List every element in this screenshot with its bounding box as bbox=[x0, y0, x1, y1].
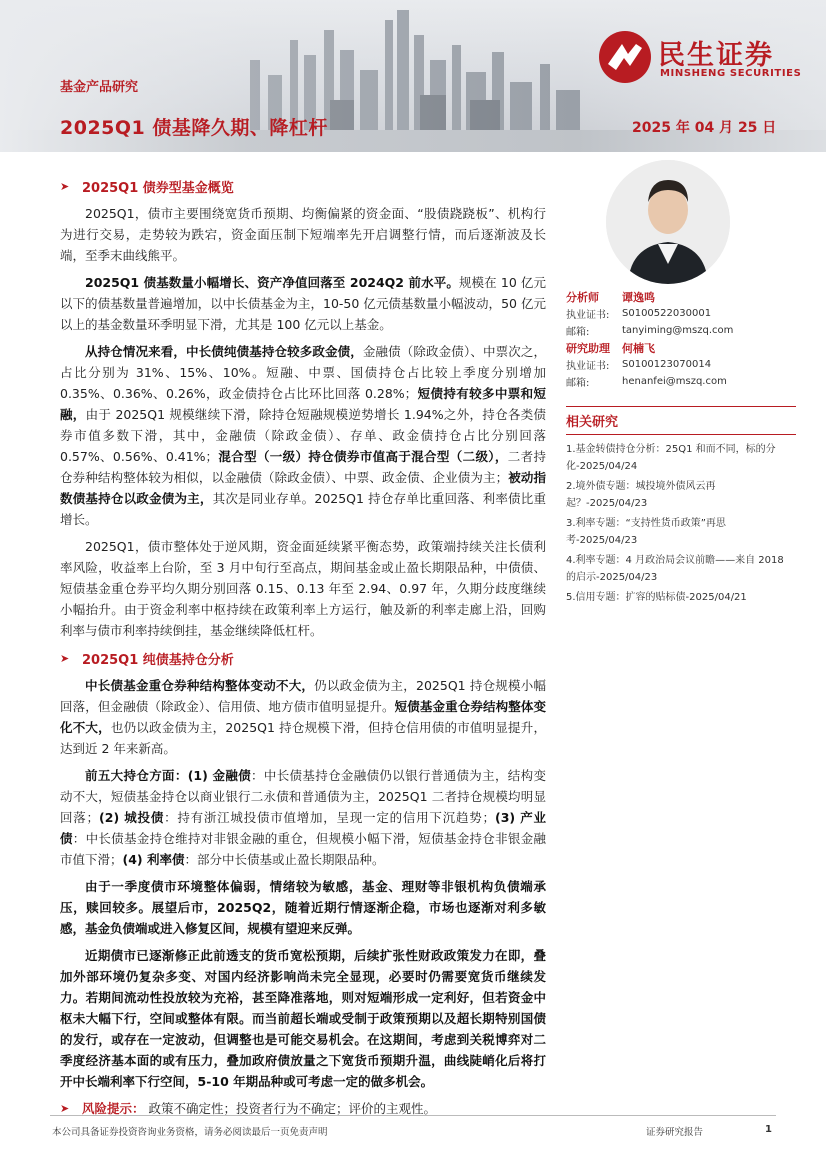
text-run: 由于 2025Q1 规模继续下滑，除持仓短融规模逆势增长 1.94%之外，持仓各类债券市值多数下滑，其中，金融债（除政金债）、存单、政金债持仓占比分别回落 0.57%、0.56%、0.41%； bbox=[60, 407, 546, 464]
analyst-2-row bbox=[566, 339, 796, 356]
text-run: 也仍以政金债为主，2025Q1 持仓规模下滑，但持仓信用债的市值明显提升，达到近 2 年来新高。 bbox=[60, 720, 546, 756]
body-paragraph bbox=[60, 675, 546, 759]
arrow-right-icon: ➤ bbox=[60, 179, 70, 193]
person-avatar-icon bbox=[606, 160, 730, 284]
related-item[interactable]: 1.基金转债持仓分析：25Q1 和而不同，标的分化-2025/04/24 bbox=[566, 444, 776, 472]
analyst-1-cert-row bbox=[566, 305, 796, 322]
risk-text: 政策不确定性；投资者行为不确定；评价的主观性。 bbox=[148, 1101, 437, 1116]
minsheng-logo-icon bbox=[598, 30, 652, 84]
related-item[interactable]: 3.利率专题：“支持性货币政策”再思考-2025/04/23 bbox=[566, 518, 726, 546]
analyst-photo bbox=[606, 160, 730, 284]
text-run: 2025Q1，债市整体处于逆风期，资金面延续紧平衡态势，政策端持续关注长债利率风险，收益率上台阶，至 3 月中旬行至高点，期间基金或止盈长期限品种，中债债、短债基金重仓券平均久期分别回落 0.15、0.13 年至 2.94、0.97 年，久期分歧度继续小幅抬升。由于资金利率中枢持续在政策利率上方运行，触及新的利率走廊上沿，回购利率与债市利率持续倒挂，基金继续降低杠杆。 bbox=[60, 539, 546, 638]
analyst-1-name: 谭逸鸣 bbox=[622, 290, 655, 304]
analyst-2-cert-row bbox=[566, 356, 796, 373]
related-research-heading: 相关研究 bbox=[566, 406, 796, 435]
analyst-2-mail[interactable]: henanfei@mszq.com bbox=[622, 376, 727, 387]
mail-label: 邮箱: bbox=[566, 378, 590, 389]
cert-label: 执业证书: bbox=[566, 361, 610, 372]
analyst-1-role: 分析师 bbox=[566, 290, 599, 304]
text-run: ：中长债基持仓金融债仍以银行普通债为主，结构变动不大，短债基金持仓以商业银行二永债和普通债为主，2025Q1 二者持仓规模均明显回落； bbox=[60, 768, 546, 825]
section-heading bbox=[60, 175, 546, 197]
bold-text-run: 混合型（一级）持仓债券市值高于混合型（二级）， bbox=[218, 449, 508, 464]
analyst-2-cert: S0100123070014 bbox=[622, 359, 712, 370]
company-logo bbox=[598, 30, 803, 84]
cert-label: 执业证书: bbox=[566, 310, 610, 321]
logo-text-cn: 民生证券 bbox=[658, 40, 774, 71]
analyst-1-mail[interactable]: tanyiming@mszq.com bbox=[622, 325, 734, 336]
arrow-right-icon: ➤ bbox=[60, 651, 70, 665]
risk-label: 风险提示： bbox=[82, 1101, 145, 1116]
related-research-list bbox=[566, 435, 796, 606]
report-title: 2025Q1 债基降久期、降杠杆 bbox=[60, 117, 328, 139]
body-paragraph bbox=[60, 203, 546, 266]
bold-text-run: (3) 产业债 bbox=[60, 810, 546, 846]
bold-text-run: 由于一季度债市环境整体偏弱，情绪较为敏感，基金、理财等非银机构负债端承压，赎回较多。展望后市，2025Q2，随着近期行情逐渐企稳，市场也逐渐对利多敏感，基金负债端或进入修复区间，规模有望迎来反弹。 bbox=[60, 879, 546, 936]
body-paragraph bbox=[60, 876, 546, 939]
body-paragraph bbox=[60, 765, 546, 870]
bold-text-run: 短债持有较多中票和短融， bbox=[60, 386, 546, 422]
body-paragraph bbox=[60, 272, 546, 335]
body-paragraph bbox=[60, 341, 546, 530]
text-run: ：部分中长债基或止盈长期限品种。 bbox=[184, 852, 385, 867]
analyst-2-role: 研究助理 bbox=[566, 341, 610, 355]
sections-container bbox=[60, 175, 546, 1092]
text-run: 仍以政金债为主，2025Q1 持仓规模小幅回落，但金融债（除政金）、信用债、地方债市值明显提升。 bbox=[60, 678, 546, 714]
footer-divider bbox=[50, 1115, 776, 1116]
text-run: ：中长债基金持仓维持对非银金融的重仓，但规模小幅下滑，短债基金持仓非银金融市值下滑； bbox=[60, 831, 546, 867]
analyst-2-mail-row bbox=[566, 373, 796, 390]
bold-text-run: (2) 城投债 bbox=[99, 810, 165, 825]
bold-text-run: 近期债市已逐渐修正此前透支的货币宽松预期，后续扩张性财政政策发力在即，叠加外部环境仍复杂多变、对国内经济影响尚未完全显现，必要时仍需要宽货币继续发力。若期间流动性投放较为充裕，甚至降准落地，则对短端形成一定利好，但若资金中枢未大幅下行，空间或整体有限。而当前超长端或受制于政策预期以及超长期特别国债的发行，或存在一定波动，但调整也是可能交易机会。在这期间，考虑到关税博弈对二季度经济基本面的或有压力，叠加政府债放量之下宽货币预期升温，曲线陡峭化后将打开中长端利率下行空间，5-10 年期品种或可考虑一定的做多机会。 bbox=[60, 948, 546, 1089]
footer-disclaimer: 本公司具备证券投资咨询业务资格，请务必阅读最后一页免责声明 bbox=[52, 1127, 328, 1138]
analyst-1-row bbox=[566, 288, 796, 305]
related-item[interactable]: 2.境外债专题：城投境外债风云再起？-2025/04/23 bbox=[566, 481, 716, 509]
header-banner bbox=[0, 0, 826, 152]
logo-text-en: MINSHENG SECURITIES bbox=[660, 68, 802, 79]
bold-text-run: 前五大持仓方面：(1) 金融债 bbox=[85, 768, 252, 783]
footer-doc-type: 证券研究报告 bbox=[646, 1127, 704, 1138]
page-number: 1 bbox=[765, 1124, 772, 1135]
bold-text-run: 2025Q1 债基数量小幅增长、资产净值回落至 2024Q2 前水平。 bbox=[85, 275, 459, 290]
bold-text-run: 被动指数债基持仓以政金债为主， bbox=[60, 470, 546, 506]
body-paragraph bbox=[60, 536, 546, 641]
analyst-info bbox=[566, 288, 796, 390]
main-content bbox=[60, 175, 546, 1119]
text-run: ：持有浙江城投债市值增加，呈现一定的信用下沉趋势； bbox=[164, 810, 495, 825]
bold-text-run: (4) 利率债 bbox=[122, 852, 185, 867]
related-item[interactable]: 5.信用专题：扩容的贴标债-2025/04/21 bbox=[566, 592, 747, 603]
bold-text-run: 短债基金重仓券结构整体变化不大， bbox=[60, 699, 546, 735]
text-run: 金融债（除政金债）、中票次之，占比分别为 31%、15%、10%。短融、中票、国债持仓占比较上季度分别增加 0.35%、0.36%、0.26%，政金债持仓占比环比回落 0.28%； bbox=[60, 344, 546, 401]
bold-text-run: 中长债基金重仓券种结构整体变动不大， bbox=[85, 678, 315, 693]
section-heading-text: 2025Q1 纯债基持仓分析 bbox=[82, 652, 234, 668]
text-run: 规模在 10 亿元以下的债基数量普遍增加，以中长债基金为主，10-50 亿元债基数量小幅波动，50 亿元以上的基金数量环季明显下滑，尤其是 100 亿元以上基金。 bbox=[60, 275, 546, 332]
analyst-1-mail-row bbox=[566, 322, 796, 339]
report-category: 基金产品研究 bbox=[60, 80, 139, 95]
section-heading-text: 2025Q1 债券型基金概览 bbox=[82, 180, 234, 196]
bold-text-run: 从持仓情况来看，中长债纯债基持仓较多政金债， bbox=[85, 344, 363, 359]
text-run: 2025Q1，债市主要围绕宽货币预期、均衡偏紧的资金面、“股债跷跷板”、机构行为进行交易，走势较为跌宕，资金面压制下短端率先开启调整行情，而后逐渐波及长端，至季末曲线熊平。 bbox=[60, 206, 546, 263]
related-item[interactable]: 4.利率专题：4 月政治局会议前瞻——来自 2018 的启示-2025/04/23 bbox=[566, 555, 784, 583]
section-heading bbox=[60, 647, 546, 669]
arrow-right-icon: ➤ bbox=[60, 1102, 70, 1115]
report-date: 2025 年 04 月 25 日 bbox=[632, 120, 777, 136]
analyst-2-name: 何楠飞 bbox=[622, 341, 655, 355]
analyst-1-cert: S0100522030001 bbox=[622, 308, 712, 319]
related-research bbox=[566, 406, 796, 609]
text-run: 二者持仓券种结构整体较为相似，以金融债（除政金债）、中票、政金债、企业债为主； bbox=[60, 449, 546, 485]
mail-label: 邮箱: bbox=[566, 327, 590, 338]
body-paragraph bbox=[60, 945, 546, 1092]
text-run: 其次是同业存单。2025Q1 持仓存单比重回落、利率债比重增长。 bbox=[60, 491, 546, 527]
